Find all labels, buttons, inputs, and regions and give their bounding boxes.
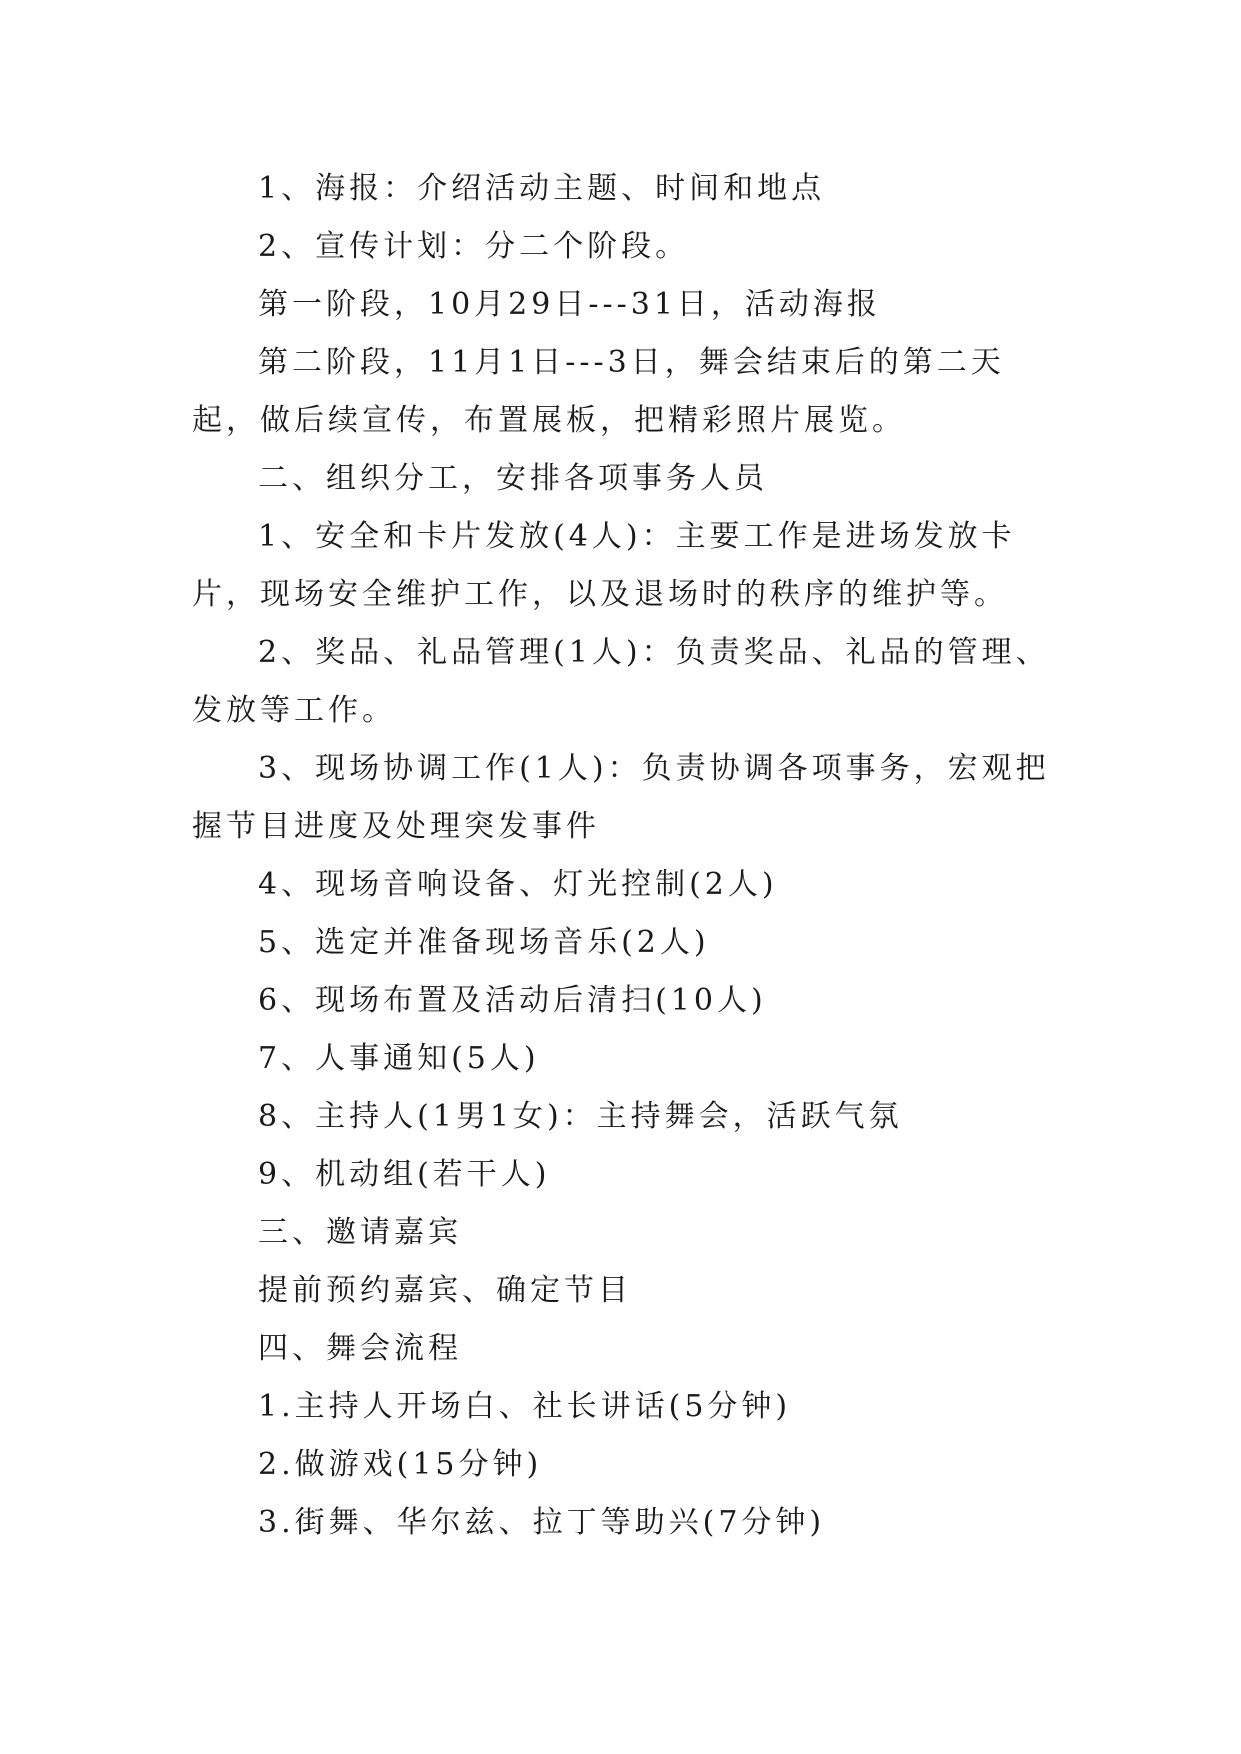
section-heading: 四、舞会流程: [258, 1331, 462, 1366]
section-heading: 三、邀请嘉宾: [258, 1215, 462, 1250]
paragraph: 2、宣传计划：分二个阶段。: [258, 229, 690, 264]
paragraph: 2.做游戏(15分钟): [258, 1447, 543, 1482]
paragraph: 第二阶段，11月1日---3日，舞会结束后的第二天起，做后续宣传，布置展板，把精彩照片展览。: [192, 345, 1005, 438]
document-body: [192, 160, 1072, 1552]
paragraph: 3.街舞、华尔兹、拉丁等助兴(7分钟): [258, 1505, 826, 1540]
paragraph: 5、选定并准备现场音乐(2人): [258, 925, 710, 960]
paragraph: 8、主持人(1男1女)：主持舞会，活跃气氛: [258, 1099, 903, 1134]
paragraph: 1、安全和卡片发放(4人)：主要工作是进场发放卡片，现场安全维护工作，以及退场时的秩序的维护等。: [192, 519, 1016, 612]
paragraph: 6、现场布置及活动后清扫(10人): [258, 983, 767, 1018]
paragraph: 7、人事通知(5人): [258, 1041, 540, 1076]
paragraph: 9、机动组(若干人): [258, 1157, 551, 1192]
paragraph: 3、现场协调工作(1人)：负责协调各项事务，宏观把握节目进度及处理突发事件: [192, 751, 1050, 844]
paragraph: 1.主持人开场白、社长讲话(5分钟): [258, 1389, 792, 1424]
paragraph: 2、奖品、礼品管理(1人)：负责奖品、礼品的管理、发放等工作。: [192, 635, 1050, 728]
section-heading: 二、组织分工，安排各项事务人员: [258, 461, 768, 496]
paragraph: 第一阶段，10月29日---31日，活动海报: [258, 287, 881, 322]
paragraph: 1、海报：介绍活动主题、时间和地点: [258, 171, 826, 206]
paragraph: 提前预约嘉宾、确定节目: [258, 1273, 632, 1308]
paragraph: 4、现场音响设备、灯光控制(2人): [258, 867, 778, 902]
